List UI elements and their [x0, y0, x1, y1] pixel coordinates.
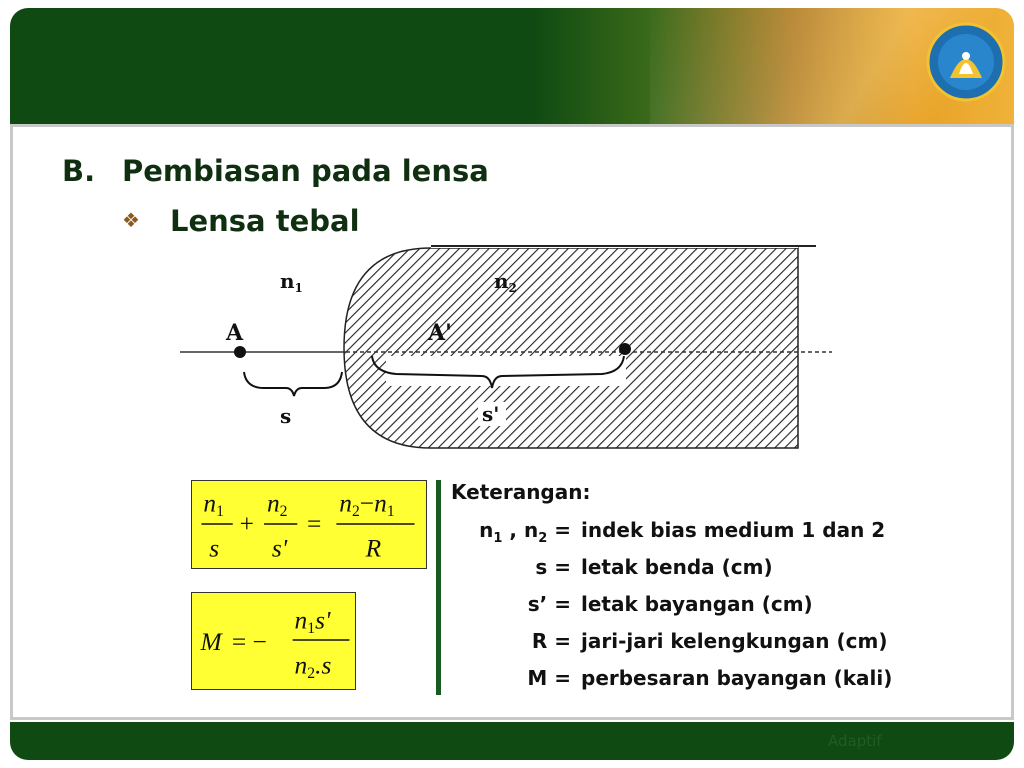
label-s: s — [280, 404, 292, 428]
magnification-equation-box — [191, 592, 356, 690]
legend-row — [451, 660, 991, 697]
legend-description: indek bias medium 1 dan 2 — [581, 518, 886, 542]
subsection-heading — [122, 204, 360, 238]
legend-description: letak bayangan (cm) — [581, 592, 813, 616]
svg-text:n2−n1: n2−n1 — [339, 489, 395, 521]
lens-equation-box — [191, 480, 427, 569]
section-number: B. — [62, 154, 96, 188]
subsection-title: Lensa tebal — [170, 204, 360, 238]
legend-row — [451, 623, 991, 660]
label-n1: $n_1$ — [280, 269, 303, 295]
svg-text:R: R — [365, 534, 382, 563]
lens-medium — [344, 248, 798, 448]
object-point-a — [234, 346, 246, 358]
legend-title: Keterangan: — [451, 480, 591, 504]
label-a: A — [226, 320, 244, 346]
footer-label: Adaptif — [828, 732, 882, 750]
svg-text:s': s' — [271, 534, 288, 563]
legend-description: letak benda (cm) — [581, 555, 773, 579]
label-s-prime: s' — [482, 402, 500, 426]
legend-symbol: s’ = — [527, 592, 571, 616]
legend-notes — [451, 476, 991, 697]
image-point-a-prime — [619, 343, 631, 355]
divider-bar — [436, 480, 441, 695]
svg-text:=: = — [307, 509, 322, 538]
legend-symbol: R = — [531, 629, 571, 653]
svg-text:n1s': n1s' — [294, 605, 331, 638]
section-title: Pembiasan pada lensa — [122, 154, 489, 188]
svg-text:n2.s: n2.s — [294, 650, 332, 683]
section-heading — [62, 154, 489, 188]
legend-description: perbesaran bayangan (kali) — [581, 666, 893, 690]
svg-text:n1: n1 — [203, 489, 224, 521]
legend-description: jari-jari kelengkungan (cm) — [581, 629, 888, 653]
svg-text:M: M — [200, 626, 222, 656]
diamond-bullet-icon: ❖ — [122, 208, 140, 232]
svg-text:= −: = − — [231, 626, 267, 656]
legend-symbol: s = — [535, 555, 571, 579]
legend-row — [451, 512, 991, 549]
thick-lens-diagram — [176, 244, 836, 454]
header-band — [10, 8, 1014, 124]
legend-row — [451, 586, 991, 623]
label-a-prime: A' — [428, 320, 452, 346]
tut-wuri-handayani-logo-icon — [926, 22, 1006, 102]
legend-row — [451, 549, 991, 586]
legend-symbol: M = — [527, 666, 571, 690]
label-n2: $n_2$ — [494, 269, 517, 295]
svg-text:+: + — [239, 509, 254, 538]
legend-symbol: $n_1$ , $n_2$ = — [479, 518, 571, 546]
brace-s — [244, 372, 342, 396]
svg-text:n2: n2 — [266, 489, 288, 521]
svg-text:s: s — [209, 534, 220, 563]
